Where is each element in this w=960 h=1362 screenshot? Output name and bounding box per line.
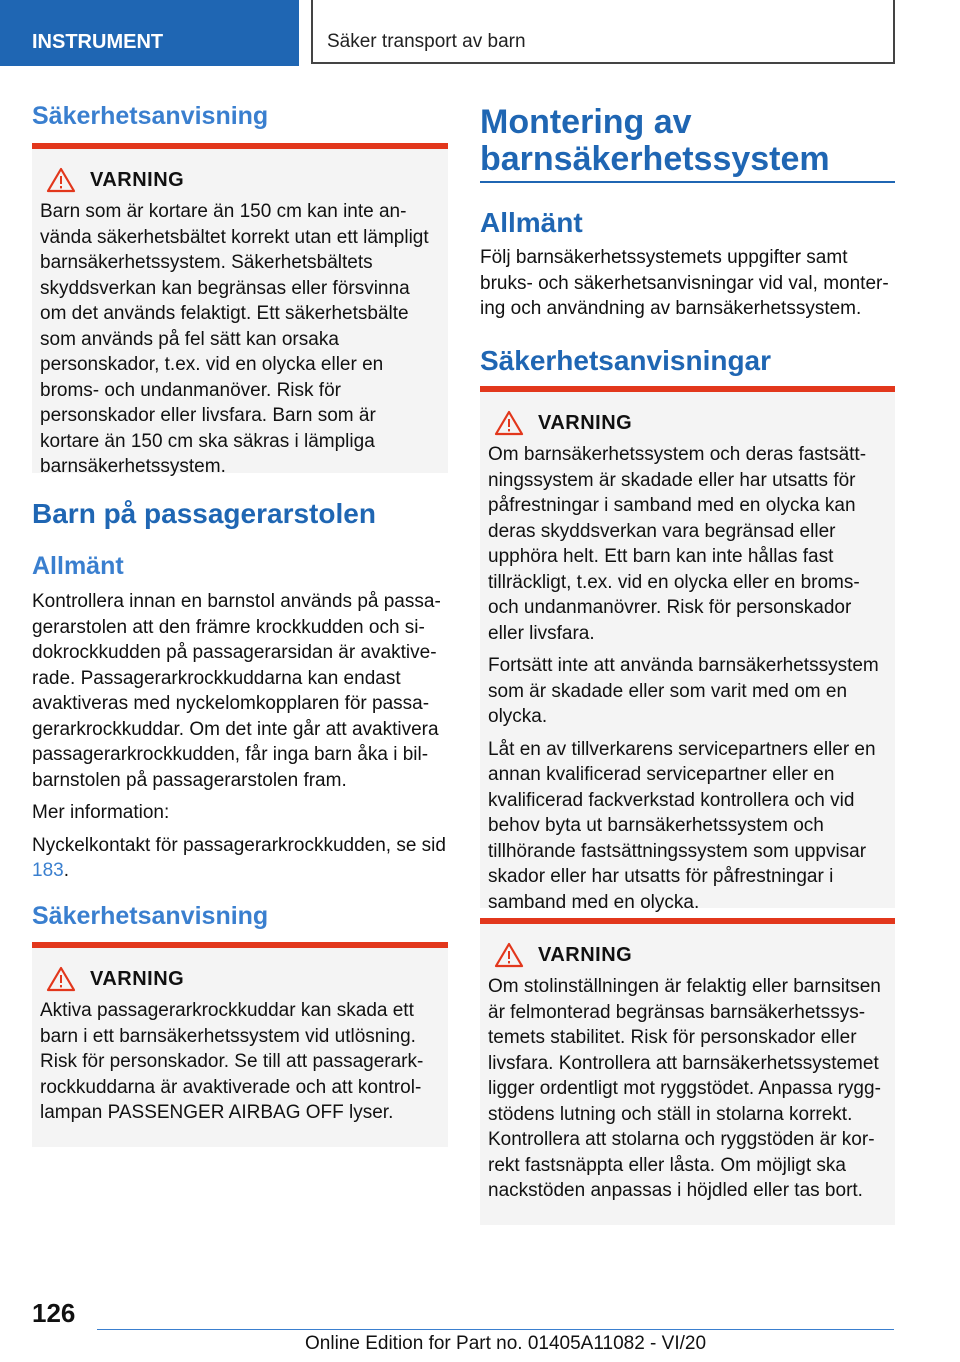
right-heading-safety: Säkerhetsanvisningar — [480, 345, 772, 376]
left-heading-passenger-seat: Barn på passagerarstolen — [32, 498, 376, 529]
warning-text: Fortsätt inte att använda barnsäkerhetssystem som är skadade eller som varit med om en olycka. — [488, 655, 879, 727]
reference-end: . — [63, 860, 69, 881]
warning-box-airbag — [32, 942, 448, 1147]
warning-title: VARNING — [90, 967, 185, 990]
footer-edition: Online Edition for Part no. 01405A11082 - VI/20 — [305, 1333, 707, 1354]
footer-rule — [97, 1329, 894, 1330]
warning-box-belt — [32, 143, 448, 477]
warning-text: Låt en av tillverkarens servicepartners eller en annan kvalificerad servicepartner eller en kvalificerad fackverkstad kontrollera och vid behov byta ut barnsäkerhetssystem och tillhörande fastsättningssystem som uppvisar skador eller har utsatts för påfrestningar i samband med en olycka. — [488, 738, 876, 913]
header-title: Säker transport av barn — [327, 31, 526, 52]
reference-text: Nyckelkontakt för passagerarkrockkudden, se sid — [32, 834, 446, 856]
body-paragraph: Mer information: — [32, 802, 170, 823]
warning-triangle-icon — [494, 942, 524, 968]
warning-box-seat-setting — [480, 918, 895, 1225]
left-heading-general: Allmänt — [32, 552, 124, 580]
warning-triangle-icon — [494, 410, 524, 436]
header-section-tab — [0, 0, 299, 66]
left-heading-safety: Säkerhetsanvisning — [32, 102, 269, 130]
warning-text: Aktiva passagerarkrockkuddar kan skada ett barn i ett barnsäkerhetssystem vid utlösning. Risk för personskador. Se till att passagerarkrockkuddarna är avaktiverade och att kontrollampan PASSENGER AIRBAG OFF lyser. — [40, 1000, 424, 1123]
header-title-box — [311, 0, 895, 64]
header-section-label: INSTRUMENT — [32, 31, 164, 53]
right-body-general — [480, 245, 895, 322]
warning-title: VARNING — [90, 168, 185, 191]
left-body-general — [32, 589, 448, 884]
warning-title: VARNING — [538, 943, 633, 966]
warning-title: VARNING — [538, 411, 633, 434]
body-paragraph-reference — [32, 833, 448, 884]
page-link-183[interactable]: 183 — [32, 860, 64, 881]
heading-rule — [480, 181, 895, 183]
warning-triangle-icon — [46, 167, 76, 193]
warning-text: Barn som är kortare än 150 cm kan inte använda säkerhetsbältet korrekt utan ett lämpligt barnsäkerhetssystem. Säkerhetsbältets skyddsverkan kan begränsas eller försvinna om det används felaktigt. Ett säkerhetsbälte som används på fel sätt kan orsaka personskador, t.ex. vid en olycka eller en broms- och undanmanöver. Risk för personskador eller livsfara. Barn som är kortare än 150 cm ska säkras i lämpliga barnsäkerhetssystem. — [40, 201, 429, 477]
warning-triangle-icon — [46, 966, 76, 992]
warning-box-damaged-systems — [480, 386, 895, 913]
body-paragraph: Kontrollera innan en barnstol används på passagerarstolen att den främre krockkudden och sidokrockkudden på passagerarsidan är avaktiverade. Passagerarkrockkuddarna kan endast avaktiveras med nyckelomkopplaren för passagerarkrockkuddar. Om det inte går att avaktivera passagerarkrockkudden, får inga barn åka i bilbarnstolen på passagerarstolen fram. — [32, 591, 441, 791]
body-paragraph: Följ barnsäkerhetssystemets uppgifter samt bruks- och säkerhetsanvisningar vid val, montering och användning av barnsäkerhetssystem. — [480, 247, 889, 319]
right-heading-installation: Montering av barnsäkerhetssystem — [480, 103, 830, 178]
left-heading-safety-2: Säkerhetsanvisning — [32, 902, 269, 930]
warning-text: Om barnsäkerhetssystem och deras fastsättningssystem är skadade eller har utsatts för påfrestningar i samband med en olycka kan deras skyddsverkan vara begränsad eller upphöra helt. Ett barn kan inte hållas fast tillräckligt, t.ex. vid en olycka eller en broms- och undanmanövrer. Risk för personskador eller livsfara. — [488, 444, 867, 644]
warning-text: Om stolinställningen är felaktig eller barnsitsen är felmonterad begränsas barnsäkerhetssystemets stabilitet. Risk för personskador eller livsfara. Kontrollera att barnsäkerhetssystemet ligger ordentligt mot ryggstödet. Anpassa ryggstödens lutning och ställ in stolarna korrekt. Kontrollera att stolarna och ryggstöden är korrekt fastsnäppta eller låsta. Om möjligt ska nackstöden anpassas i höjdled eller tas bort. — [488, 976, 881, 1201]
page-number: 126 — [32, 1298, 76, 1328]
right-heading-general: Allmänt — [480, 207, 583, 238]
